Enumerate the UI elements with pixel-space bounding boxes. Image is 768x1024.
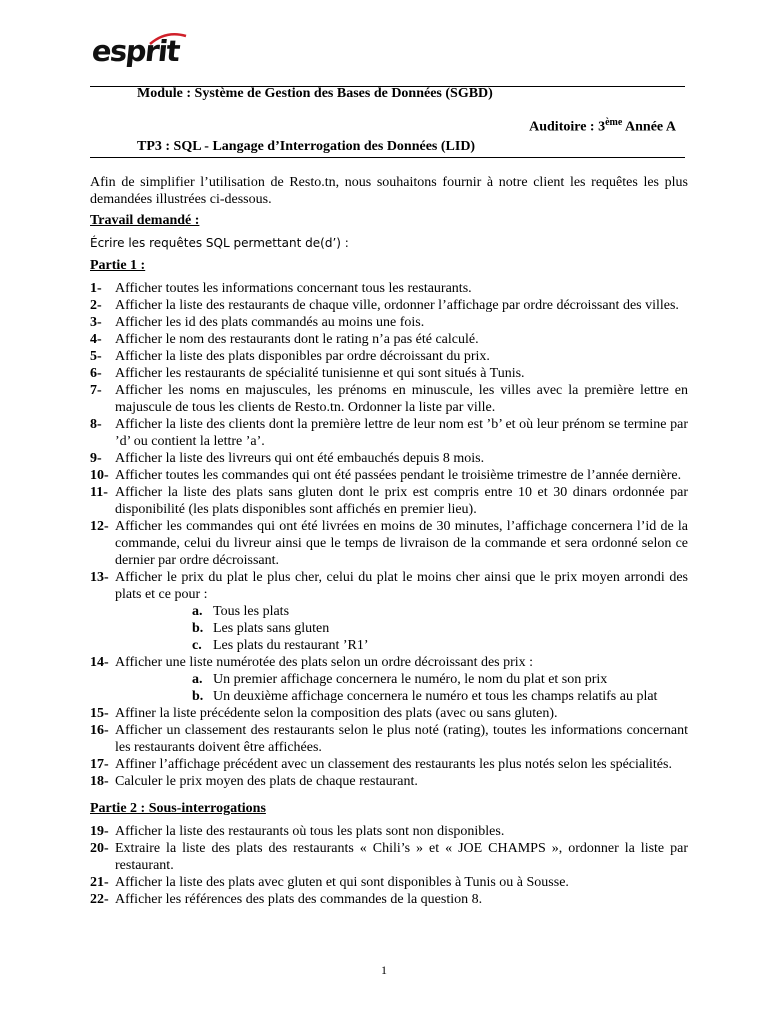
intro-paragraph: Afin de simplifier l’utilisation de Resto.tn, nous souhaitons fournir à notre client les requêtes les plus demandées illustrées ci-dessous. (90, 175, 688, 207)
question-text: Afficher la liste des clients dont la première lettre de leur nom est ’b’ et où leur prénom se termine par ’d’ ou contient la lettre ’a’. (115, 417, 688, 449)
question-number: 21- (90, 875, 109, 890)
question-text: Afficher le nom des restaurants dont le rating n’a pas été calculé. (115, 332, 479, 347)
question-number: 18- (90, 774, 109, 789)
question-number: 20- (90, 841, 109, 856)
question-text: Affiner la liste précédente selon la composition des plats (avec ou sans gluten). (115, 706, 558, 721)
sub-item (90, 671, 688, 688)
question-item (90, 484, 688, 518)
question-number: 19- (90, 824, 109, 839)
question-item (90, 467, 688, 484)
question-number: 16- (90, 723, 109, 738)
question-item (90, 280, 688, 297)
sub-letter: a. (192, 604, 203, 619)
logo-swoosh-icon (148, 32, 188, 46)
question-text: Afficher la liste des restaurants de chaque ville, ordonner l’affichage par ordre décroissant des villes. (115, 298, 679, 313)
question-text: Afficher toutes les commandes qui ont été passées pendant le troisième trimestre de l’année dernière. (115, 468, 682, 483)
question-number: 5- (90, 349, 102, 364)
question-item (90, 348, 688, 365)
question-item (90, 518, 688, 569)
question-text: Afficher les id des plats commandés au moins une fois. (115, 315, 425, 330)
document-body (90, 174, 688, 908)
question-text: Afficher la liste des livreurs qui ont été embauchés depuis 8 mois. (115, 451, 485, 466)
sub-item (90, 603, 688, 620)
question-item (90, 416, 688, 450)
question-item (90, 891, 688, 908)
q14-sublist (90, 671, 688, 705)
q13-sublist (90, 603, 688, 654)
partie2-list (90, 823, 688, 908)
header-rule-bottom (90, 157, 685, 158)
sub-text: Un deuxième affichage concernera le numéro et tous les champs relatifs au plat (213, 689, 658, 704)
question-number: 3- (90, 315, 102, 330)
question-text: Afficher un classement des restaurants selon le plus noté (rating), toutes les informations concernant les restaurants doivent être affichées. (115, 723, 688, 755)
question-number: 7- (90, 383, 102, 398)
question-text: Afficher une liste numérotée des plats selon un ordre décroissant des prix : (115, 655, 534, 670)
question-number: 12- (90, 519, 109, 534)
question-text: Afficher la liste des plats avec gluten et qui sont disponibles à Tunis ou à Sousse. (115, 875, 569, 890)
question-item (90, 874, 688, 891)
question-number: 6- (90, 366, 102, 381)
question-text: Afficher les noms en majuscules, les prénoms en minuscule, les villes avec la première lettre en majuscule de tous les clients de Resto.tn. Ordonner la liste par ville. (115, 383, 688, 415)
question-item (90, 840, 688, 874)
module-title: Module : Système de Gestion des Bases de Données (SGBD) (137, 86, 493, 101)
question-text: Afficher toutes les informations concernant tous les restaurants. (115, 281, 472, 296)
question-number: 15- (90, 706, 109, 721)
question-item (90, 314, 688, 331)
question-text: Affiner l’affichage précédent avec un classement des restaurants les plus notés selon les spécialités. (115, 757, 672, 772)
question-text: Afficher le prix du plat le plus cher, celui du plat le moins cher ainsi que le prix moyen arrondi des plats et ce pour : (115, 570, 688, 602)
partie2-title: Partie 2 : Sous-interrogations (90, 801, 266, 816)
travail-text: Écrire les requêtes SQL permettant de(d’) : (90, 236, 349, 250)
question-number: 2- (90, 298, 102, 313)
question-number: 22- (90, 892, 109, 907)
sub-item (90, 688, 688, 705)
question-item (90, 722, 688, 756)
question-item (90, 756, 688, 773)
question-item (90, 773, 688, 790)
question-number: 4- (90, 332, 102, 347)
esprit-logo (92, 32, 212, 72)
question-text: Afficher les commandes qui ont été livrées en moins de 30 minutes, l’affichage concernera l’id de la commande, celui du livreur ainsi que le temps de livraison de la commande et sera ordonné selon ce dernier par ordre décroissant. (115, 519, 688, 568)
partie1-list (90, 280, 688, 603)
sub-letter: b. (192, 621, 204, 636)
question-item (90, 569, 688, 603)
question-text: Afficher les restaurants de spécialité tunisienne et qui sont situés à Tunis. (115, 366, 525, 381)
sub-text: Un premier affichage concernera le numéro, le nom du plat et son prix (213, 672, 608, 687)
question-text: Afficher la liste des restaurants où tous les plats sont non disponibles. (115, 824, 505, 839)
sub-letter: c. (192, 638, 202, 653)
sub-item (90, 637, 688, 654)
question-item (90, 705, 688, 722)
question-number: 14- (90, 655, 109, 670)
question-text: Extraire la liste des plats des restaurants « Chili’s » et « JOE CHAMPS », ordonner la liste par restaurant. (115, 841, 688, 873)
question-number: 17- (90, 757, 109, 772)
sub-letter: b. (192, 689, 204, 704)
sub-letter: a. (192, 672, 203, 687)
question-text: Afficher la liste des plats disponibles par ordre décroissant du prix. (115, 349, 490, 364)
question-item (90, 654, 688, 671)
question-number: 1- (90, 281, 102, 296)
question-item (90, 823, 688, 840)
question-number: 9- (90, 451, 102, 466)
question-item (90, 297, 688, 314)
question-text: Calculer le prix moyen des plats de chaque restaurant. (115, 774, 418, 789)
question-number: 13- (90, 570, 109, 585)
question-text: Afficher les références des plats des commandes de la question 8. (115, 892, 483, 907)
question-number: 11- (90, 485, 108, 500)
sub-item (90, 620, 688, 637)
question-number: 10- (90, 468, 109, 483)
question-item (90, 382, 688, 416)
sub-text: Tous les plats (213, 604, 290, 619)
sub-text: Les plats du restaurant ’R1’ (213, 638, 369, 653)
auditoire-label: Auditoire : 3ème Année A (529, 117, 676, 135)
partie1-title: Partie 1 : (90, 258, 146, 273)
logo-wordmark: esprit (90, 34, 181, 68)
page-number: 1 (381, 963, 387, 977)
question-item (90, 365, 688, 382)
question-text: Afficher la liste des plats sans gluten dont le prix est compris entre 10 et 30 dinars ordonnée par disponibilité (les plats disponibles sont affichés en premier lieu). (115, 485, 688, 517)
travail-title: Travail demandé : (90, 213, 200, 228)
partie1-end-list (90, 705, 688, 790)
sub-text: Les plats sans gluten (213, 621, 330, 636)
tp-title: TP3 : SQL - Langage d’Interrogation des Données (LID) (137, 139, 476, 154)
question-item (90, 450, 688, 467)
question-item (90, 331, 688, 348)
question-number: 8- (90, 417, 102, 432)
